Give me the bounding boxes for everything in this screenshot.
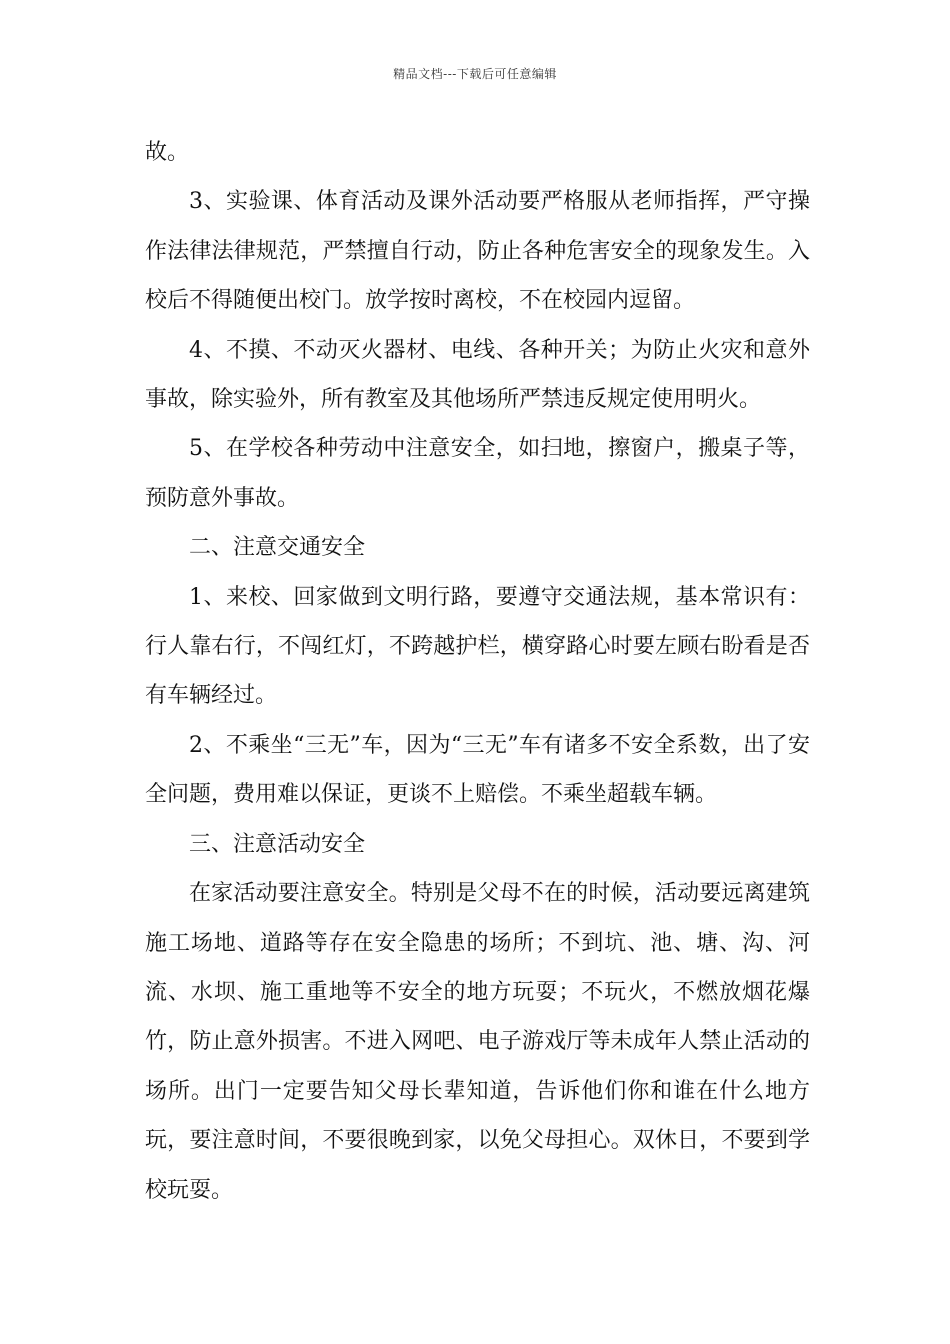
section-heading-activity: 三、注意活动安全 bbox=[189, 831, 366, 857]
paragraph-traffic-2: 2、不乘坐“三无”车，因为“三无”车有诸多不安全系数，出了安全问题，费用难以保证，更谈不上赔偿。不乘坐超载车辆。 bbox=[145, 732, 810, 808]
document-body bbox=[145, 128, 810, 1215]
paragraph-rule-5: 5、在学校各种劳动中注意安全，如扫地，擦窗户，搬桌子等，预防意外事故。 bbox=[145, 436, 810, 511]
paragraph-traffic-1: 1、来校、回家做到文明行路，要遵守交通法规，基本常识有：行人靠右行，不闯红灯，不跨越护栏，横穿路心时要左顾右盼看是否有车辆经过。 bbox=[145, 584, 810, 709]
paragraph-activity: 在家活动要注意安全。特别是父母不在的时候，活动要远离建筑施工场地、道路等存在安全隐患的场所；不到坑、池、塘、沟、河流、水坝、施工重地等不安全的地方玩耍；不玩火，不燃放烟花爆竹，防止意外损害。不进入网吧、电子游戏厅等未成年人禁止活动的场所。出门一定要告知父母长辈知道，告诉他们你和谁在什么地方玩，要注意时间，不要很晚到家，以免父母担心。双休日，不要到学校玩耍。 bbox=[145, 881, 810, 1203]
section-heading-traffic: 二、注意交通安全 bbox=[189, 535, 366, 561]
paragraph-continuation: 故。 bbox=[145, 140, 190, 165]
paragraph-rule-4: 4、不摸、不动灭火器材、电线、各种开关；为防止火灾和意外事故，除实验外，所有教室及其他场所严禁违反规定使用明火。 bbox=[145, 337, 810, 413]
paragraph-rule-3: 3、实验课、体育活动及课外活动要严格服从老师指挥，严守操作法律法律规范，严禁擅自行动，防止各种危害安全的现象发生。入校后不得随便出校门。放学按时离校，不在校园内逗留。 bbox=[145, 189, 810, 314]
page-header: 精品文档---下载后可任意编辑 bbox=[393, 67, 557, 81]
